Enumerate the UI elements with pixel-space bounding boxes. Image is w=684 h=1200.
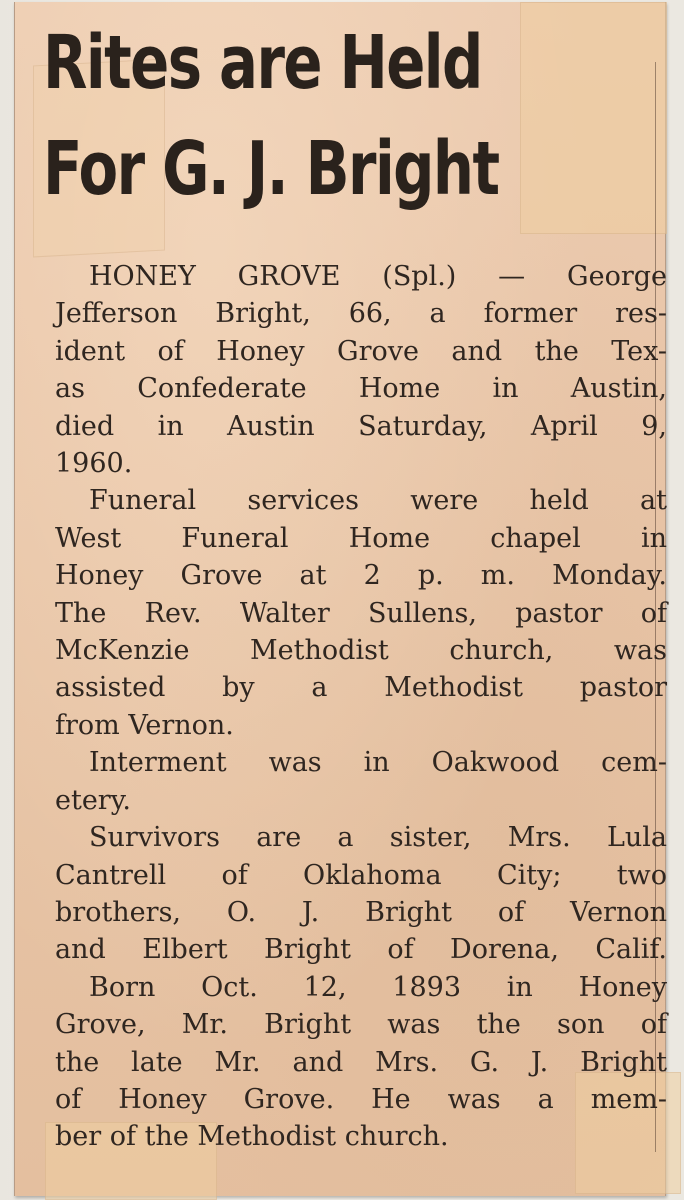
article-body [55,258,667,1156]
text-line: ident of Honey Grove and the Tex- [55,335,667,367]
text-line: Funeral services were held at [89,485,667,517]
text-line: died in Austin Saturday, April 9, [55,410,667,442]
text-line: the late Mr. and Mrs. G. J. Bright [55,1046,667,1078]
text-line: 1960. [55,448,133,480]
text-line: The Rev. Walter Sullens, pastor of [55,597,667,629]
paragraph-dateline [55,258,667,482]
text-line: of Honey Grove. He was a mem- [55,1083,667,1115]
text-line: Cantrell of Oklahoma City; two [55,859,667,891]
text-line: Jefferson Bright, 66, a former res- [55,298,667,330]
paragraph-survivors [55,819,667,969]
text-line: ber of the Methodist church. [55,1121,449,1153]
text-line: Interment was in Oakwood cem- [89,747,667,779]
text-line: Survivors are a sister, Mrs. Lula [89,822,667,854]
text-line: McKenzie Methodist church, was [55,635,667,667]
text-line: HONEY GROVE (Spl.) — George [89,261,667,292]
text-line: Honey Grove at 2 p. m. Monday. [55,560,667,592]
text-line: from Vernon. [55,709,234,741]
text-line: Born Oct. 12, 1893 in Honey [89,971,667,1003]
text-line: brothers, O. J. Bright of Vernon [55,896,667,928]
paragraph-funeral [55,482,667,744]
headline-line-1: Rites are Held [43,20,482,106]
tape-strip [520,2,667,234]
text-line: and Elbert Bright of Dorena, Calif. [55,934,667,966]
paragraph-biography [55,969,667,1156]
newspaper-clipping [14,2,666,1196]
text-line: assisted by a Methodist pastor [55,672,667,704]
text-line: as Confederate Home in Austin, [55,373,667,405]
text-line: etery. [55,784,131,816]
headline-line-2: For G. J. Bright [43,126,499,212]
text-line: West Funeral Home chapel in [55,522,667,554]
headline [43,10,499,222]
paragraph-interment [55,744,667,819]
text-line: Grove, Mr. Bright was the son of [55,1009,667,1041]
